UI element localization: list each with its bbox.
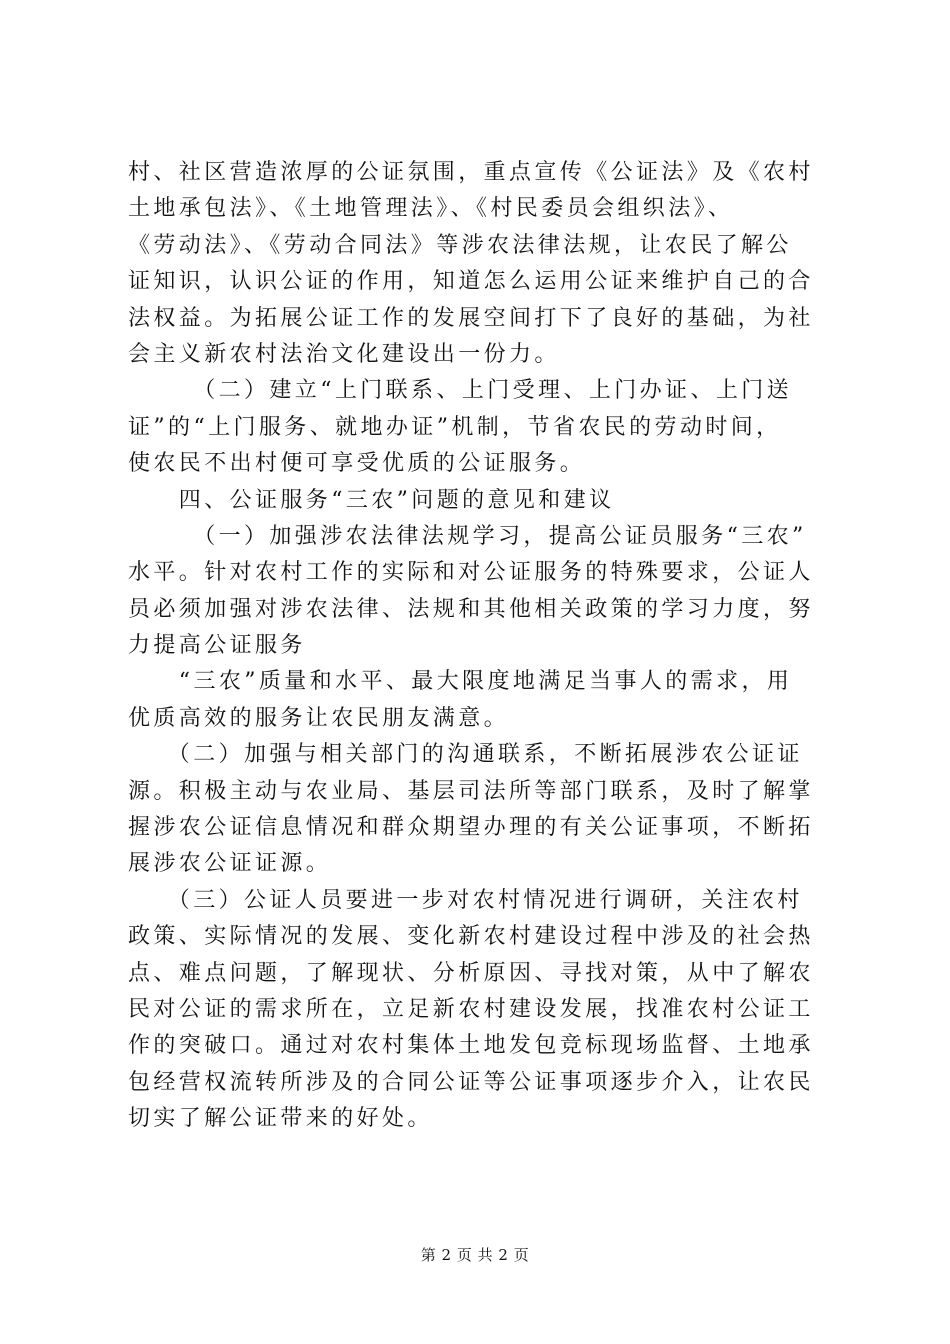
text-line: 力提高公证服务	[128, 633, 306, 659]
text-line: 村、社区营造浓厚的公证氛围，重点宣传《公证法》及《农村	[128, 160, 814, 185]
text-line: 作的突破口。通过对农村集体土地发包竞标现场监督、土地承	[128, 1033, 814, 1059]
text-line: 员必须加强对涉农法律、法规和其他相关政策的学习力度，努	[128, 596, 814, 622]
text-line: 水平。针对农村工作的实际和对公证服务的特殊要求，公证人	[128, 560, 814, 586]
text-line: 切实了解公证带来的好处。	[128, 1106, 433, 1132]
body-text	[128, 155, 828, 1138]
text-line: 源。积极主动与农业局、基层司法所等部门联系，及时了解掌	[128, 778, 814, 804]
text-line: 会主义新农村法治文化建设出一份力。	[128, 341, 560, 367]
text-line: 民对公证的需求所在，立足新农村建设发展，找准农村公证工	[128, 996, 814, 1022]
text-line: （二）建立“上门联系、上门受理、上门办证、上门送	[128, 378, 793, 404]
text-line: 法权益。为拓展公证工作的发展空间打下了良好的基础，为社	[128, 305, 814, 331]
text-line: 证”的“上门服务、就地办证”机制，节省农民的劳动时间，	[128, 414, 782, 440]
text-line: 包经营权流转所涉及的合同公证等公证事项逐步介入，让农民	[128, 1069, 814, 1095]
text-line: 使农民不出村便可享受优质的公证服务。	[128, 451, 586, 477]
section-heading: 四、公证服务“三农”问题的意见和建议	[128, 487, 615, 513]
text-line: 证知识，认识公证的作用，知道怎么运用公证来维护自己的合	[128, 269, 814, 295]
text-line: 握涉农公证信息情况和群众期望办理的有关公证事项，不断拓	[128, 815, 814, 841]
text-line: 点、难点问题，了解现状、分析原因、寻找对策，从中了解农	[128, 960, 814, 986]
text-line: 政策、实际情况的发展、变化新农村建设过程中涉及的社会热	[128, 924, 814, 950]
text-line: 展涉农公证证源。	[128, 851, 332, 877]
text-line: 优质高效的服务让农民朋友满意。	[128, 705, 510, 731]
text-line: 《劳动法》、《劳动合同法》等涉农法律法规，让农民了解公	[128, 232, 792, 258]
text-line: （二）加强与相关部门的沟通联系，不断拓展涉农公证证	[128, 742, 803, 768]
text-line: （一）加强涉农法律法规学习，提高公证员服务“三农”	[128, 523, 807, 549]
text-line: （三）公证人员要进一步对农村情况进行调研，关注农村	[128, 887, 803, 913]
page-number-footer: 第 2 页 共 2 页	[420, 1246, 530, 1264]
text-line: 土地承包法》、《土地管理法》、《村民委员会组织法》、	[128, 196, 734, 222]
text-line: “三农”质量和水平、最大限度地满足当事人的需求，用	[128, 669, 793, 695]
